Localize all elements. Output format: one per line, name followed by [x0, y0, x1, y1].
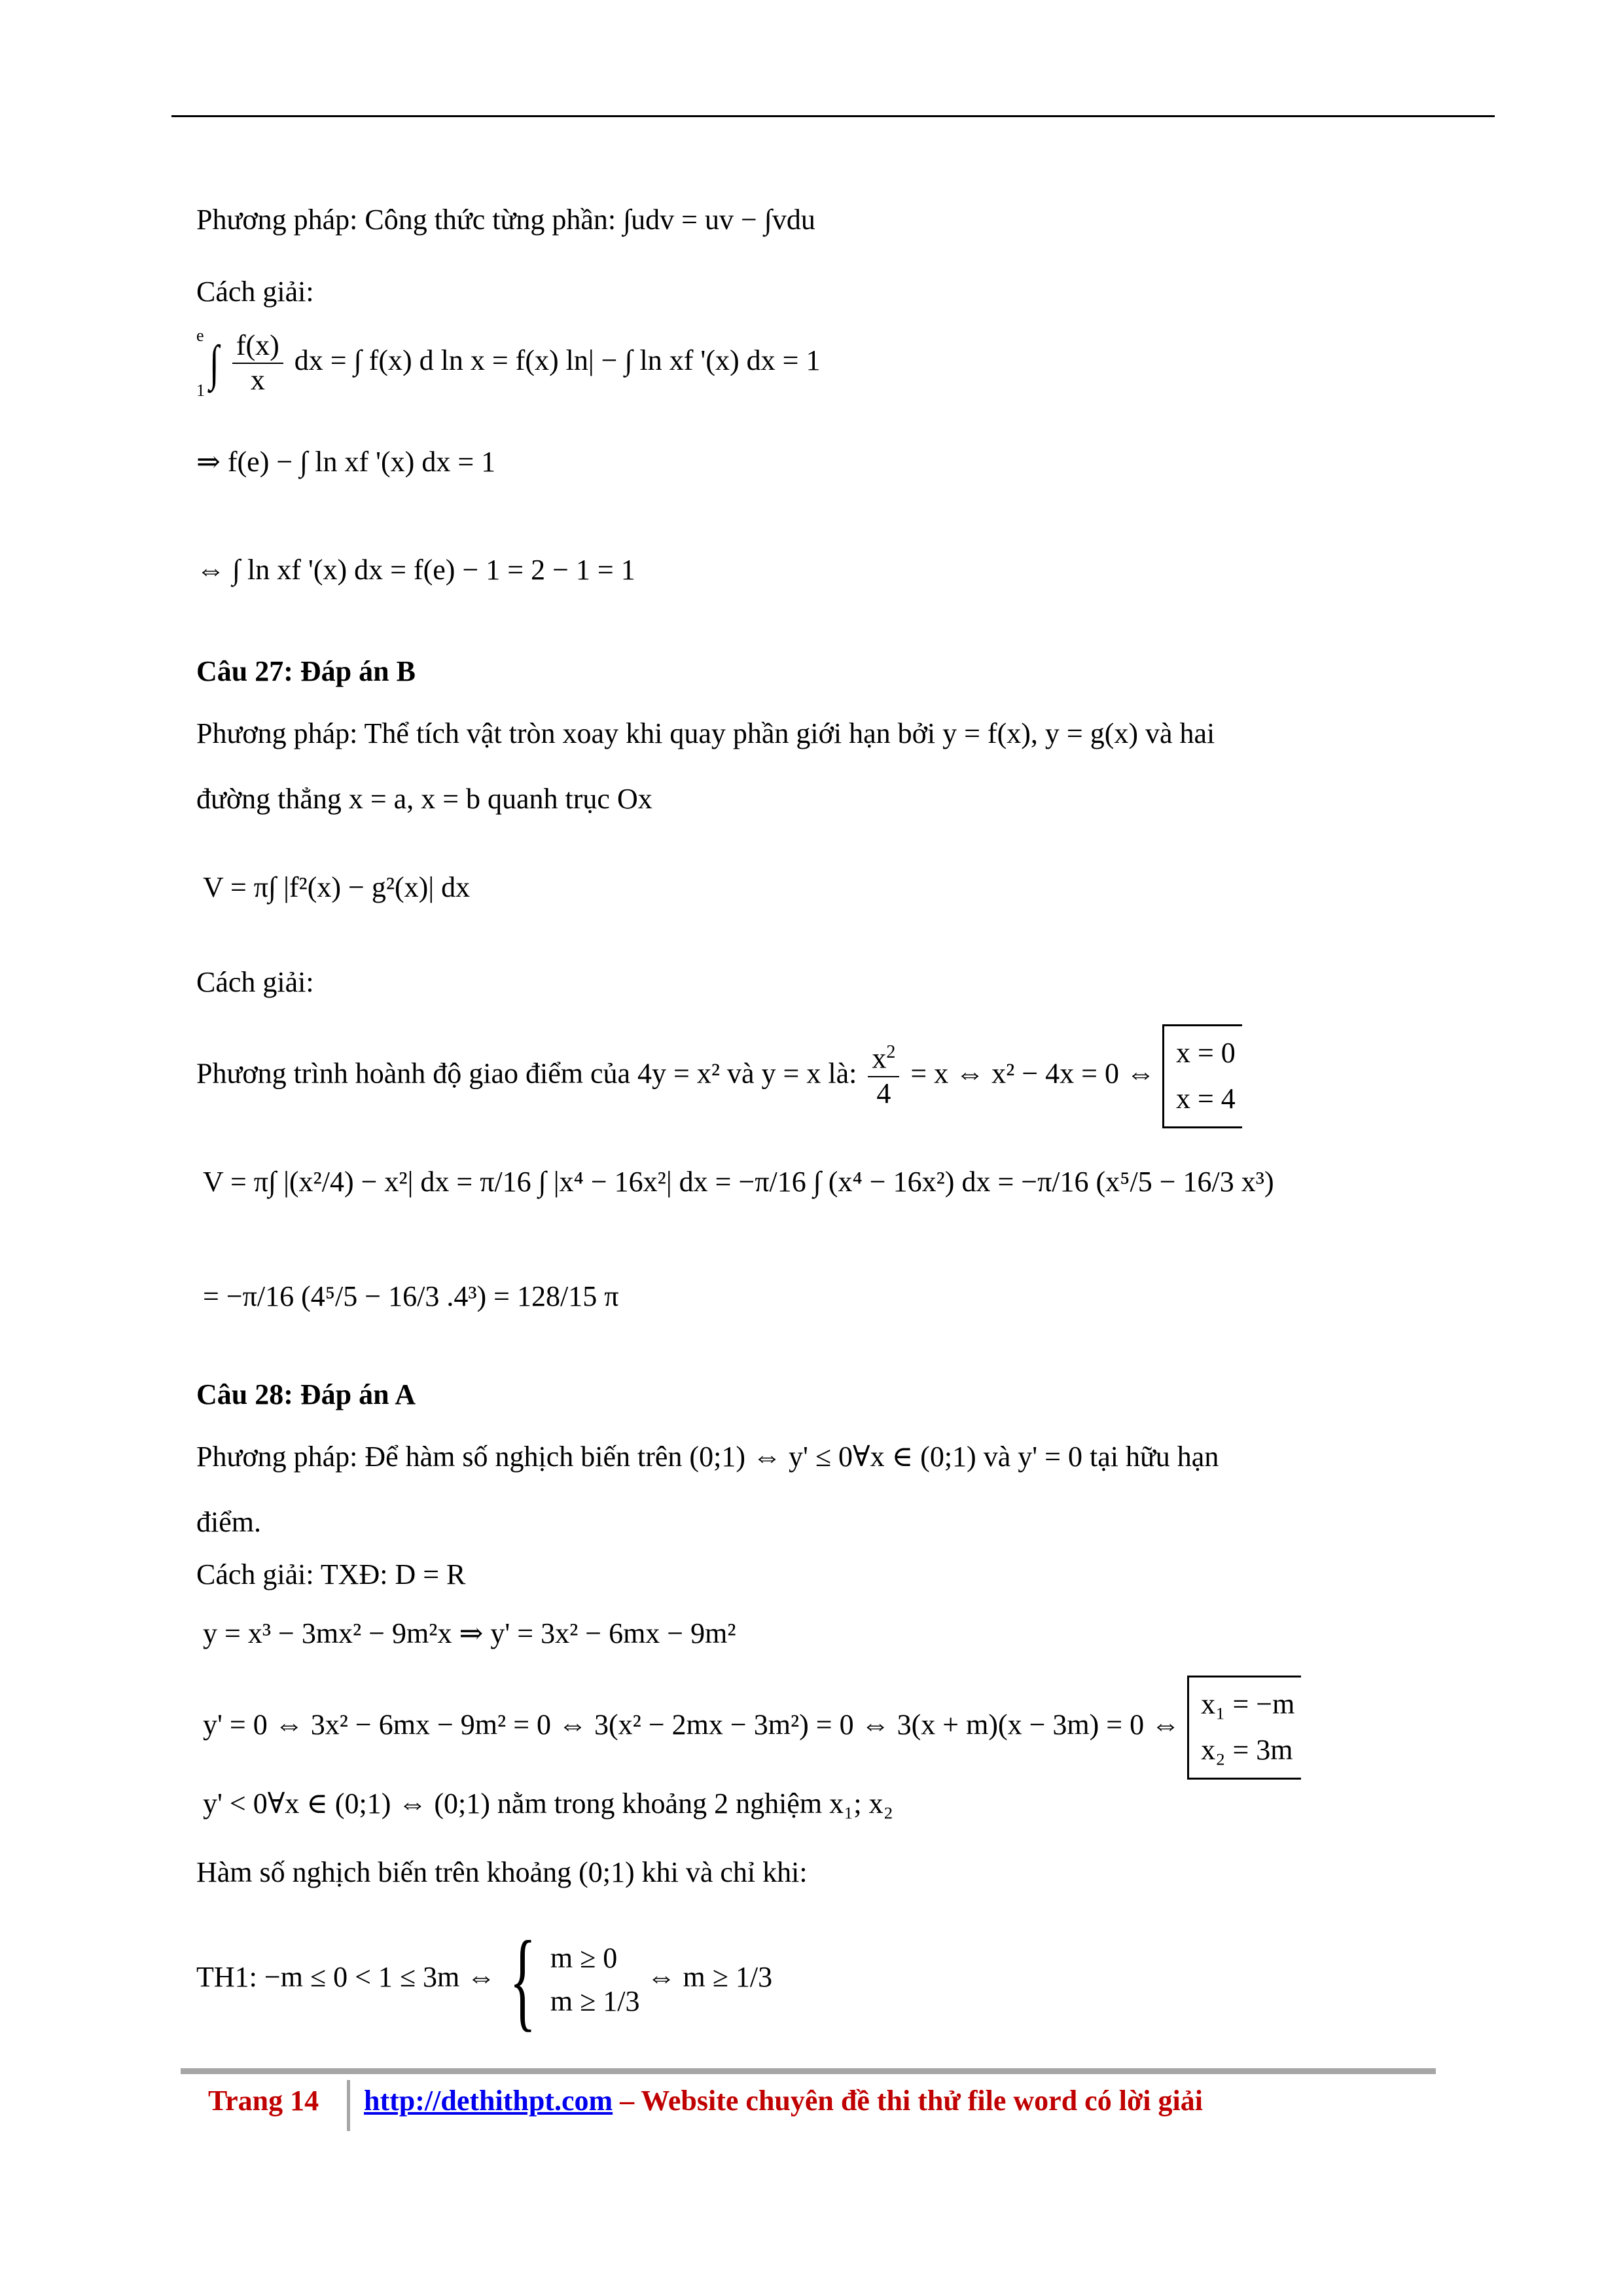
system-row-2: m ≥ 1/3	[550, 1985, 640, 2017]
cach-giai-label-1: Cách giải:	[196, 276, 314, 308]
method-parts-label: Phương pháp: Công thức từng phần:	[196, 204, 616, 236]
system-brace: {	[509, 1918, 537, 2041]
case-1-system	[550, 1937, 640, 2023]
derivative-roots-bracket	[1187, 1676, 1301, 1780]
question-27-title: Câu 27: Đáp án B	[196, 655, 416, 687]
derivative-line: y = x³ − 3mx² − 9m²x ⇒ y' = 3x² − 6mx − 9m²	[203, 1617, 736, 1649]
root-x2: x₂ = 3m	[1201, 1734, 1293, 1767]
txd-line: Cách giải: TXĐ: D = R	[196, 1558, 466, 1590]
fraction-x2-over-4: $\frac{x^2}{4}$	[868, 1042, 899, 1110]
condition-line: Hàm số nghịch biến trên khoảng (0;1) khi và chỉ khi:	[196, 1856, 808, 1888]
footer-page-number: Trang 14	[208, 2085, 319, 2117]
root-4: x = 4	[1175, 1083, 1236, 1115]
case-1-line	[196, 1918, 773, 2041]
interval-line: y' < 0∀x ∈ (0;1) ⇔ (0;1) nằm trong khoảng 2 nghiệm x₁; x₂	[203, 1787, 893, 1820]
roots-bracket	[1162, 1024, 1242, 1128]
question-27-method-a: Phương pháp: Thể tích vật tròn xoay khi quay phần giới hạn bởi y = f(x), y = g(x) và hai	[196, 717, 1215, 749]
intersection-equation	[196, 1024, 1242, 1128]
question-28-title: Câu 28: Đáp án A	[196, 1378, 416, 1410]
volume-result: = −π/16 (4⁵/5 − 16/3 .4³) = 128/15 π	[203, 1280, 619, 1312]
integral-sign: ∫	[209, 336, 219, 391]
fraction-fx-over-x: $\frac{f(x)}{x}$	[232, 329, 283, 397]
footer-link[interactable]: http://dethithpt.com	[364, 2085, 613, 2117]
question-28-method-b: điểm.	[196, 1506, 261, 1538]
equation-1	[196, 327, 820, 399]
footer-text: – Website chuyên đề thi thử file word có lời giải	[613, 2085, 1203, 2117]
question-28-method-a: Phương pháp: Để hàm số nghịch biến trên (0;1) ⇔ y' ≤ 0∀x ∈ (0;1) và y' = 0 tại hữu hạn	[196, 1441, 1219, 1473]
header-rule	[171, 115, 1495, 117]
equation-1-rest: dx = ∫ f(x) d ln x = f(x) ln| − ∫ ln xf '(x) dx = 1	[294, 344, 821, 377]
footer-separator	[347, 2080, 350, 2131]
derivative-zero-eq: y' = 0 ⇔ 3x² − 6mx − 9m² = 0 ⇔ 3(x² − 2mx − 3m²) = 0 ⇔ 3(x + m)(x − 3m) = 0 ⇔	[203, 1708, 1181, 1741]
root-0: x = 0	[1175, 1037, 1236, 1069]
cach-giai-label-2: Cách giải:	[196, 966, 314, 998]
volume-formula: V = π∫ |f²(x) − g²(x)| dx	[203, 871, 471, 903]
system-row-1: m ≥ 0	[550, 1942, 618, 1974]
integral-limits: e 1	[196, 326, 205, 400]
intersection-label: Phương trình hoành độ giao điểm của 4y = x² và y = x là:	[196, 1057, 857, 1090]
equation-2: ⇒ f(e) − ∫ ln xf '(x) dx = 1	[196, 446, 496, 478]
case-1-label: TH1: −m ≤ 0 < 1 ≤ 3m ⇔	[196, 1961, 496, 1994]
equation-3: ⇔ ∫ ln xf '(x) dx = f(e) − 1 = 2 − 1 = 1	[196, 554, 635, 586]
root-x1: x₁ = −m	[1201, 1688, 1295, 1720]
volume-computation: V = π∫ |(x²/4) − x²| dx = π/16 ∫ |x⁴ − 16x²| dx = −π/16 ∫ (x⁴ − 16x²) dx = −π/16 (x⁵/5 − 16/3 x³)	[203, 1166, 1274, 1198]
footer-rule	[181, 2068, 1436, 2074]
question-27-method-b: đường thẳng x = a, x = b quanh trục Ox	[196, 783, 652, 815]
footer-info	[364, 2084, 1203, 2117]
case-1-result: ⇔ m ≥ 1/3	[647, 1961, 773, 1994]
derivative-zero-line	[203, 1676, 1301, 1780]
method-parts-formula: ∫udv = uv − ∫vdu	[623, 204, 815, 236]
intersection-tail: = x ⇔ x² − 4x = 0 ⇔	[910, 1057, 1155, 1090]
method-parts-line	[196, 203, 815, 238]
